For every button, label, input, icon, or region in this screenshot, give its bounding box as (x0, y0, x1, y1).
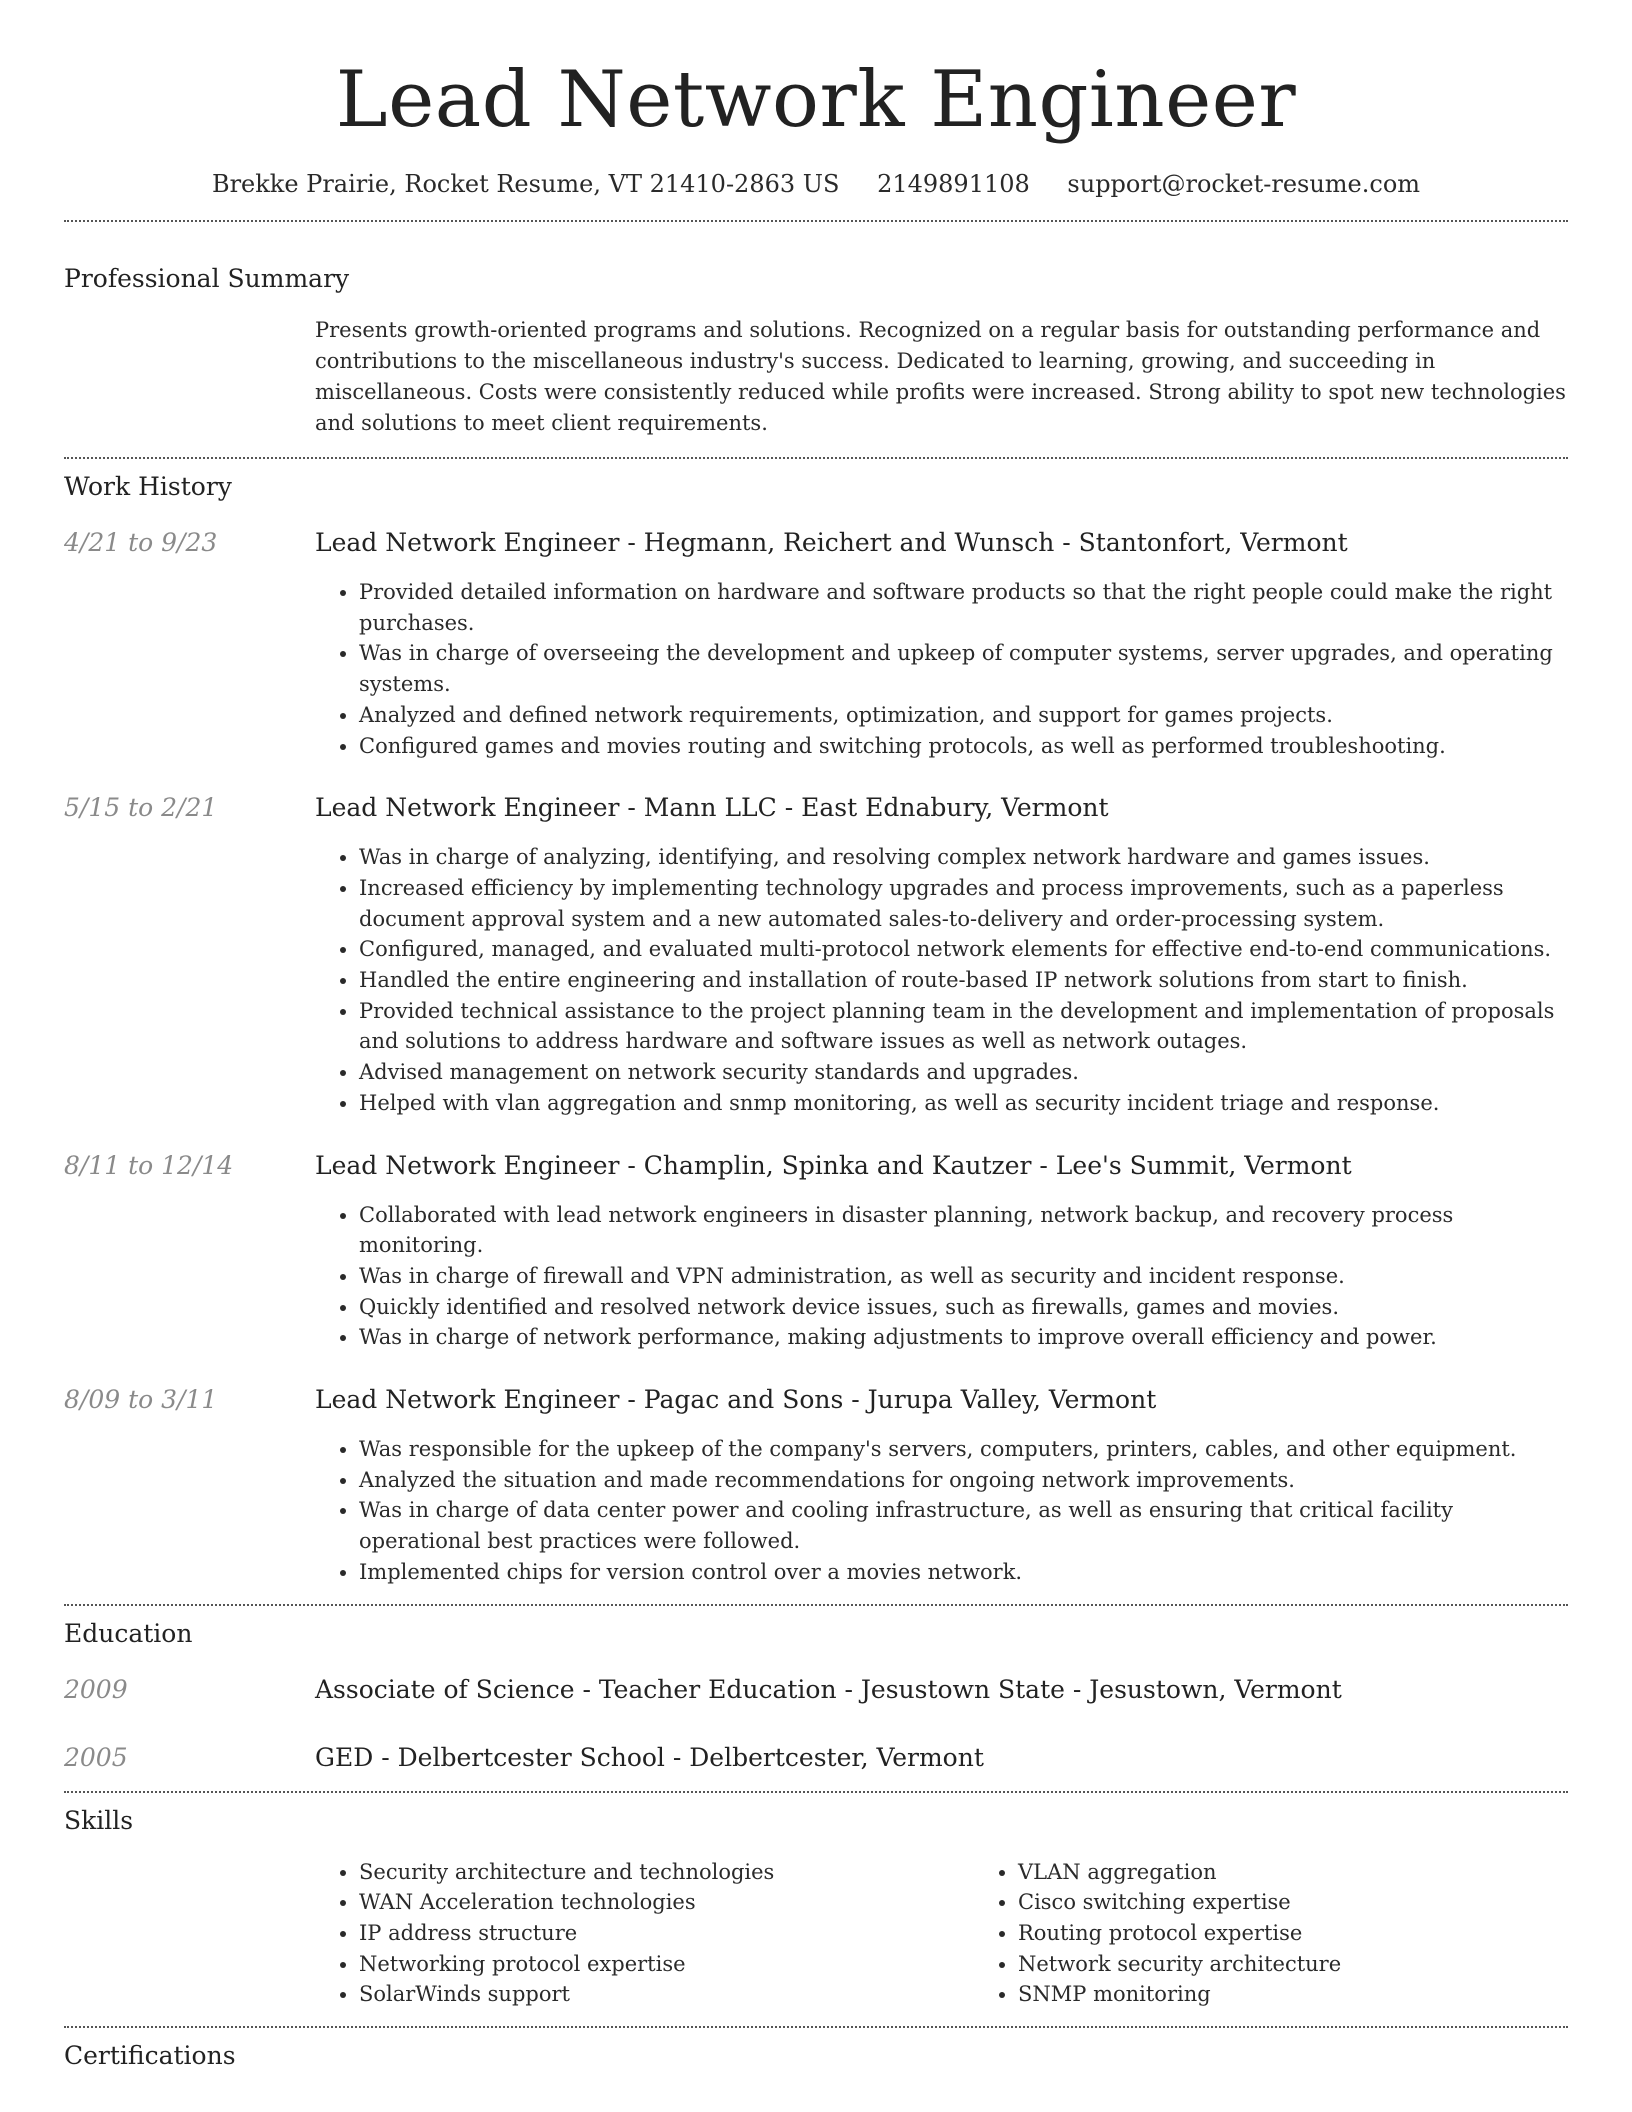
education-heading: GED - Delbertcester School - Delbertcester, Vermont (315, 1742, 984, 1772)
job-bullet-list (315, 842, 1568, 1118)
job-entry (64, 1384, 1568, 1416)
list-item: • Quickly identified and resolved network device issues, such as firewalls, games and movies. (359, 1292, 1568, 1323)
list-item: • WAN Acceleration technologies (359, 1887, 974, 1918)
contact-address: Brekke Prairie, Rocket Resume, VT 21410-2863 US (211, 170, 840, 198)
job-dates: 8/11 to 12/14 (64, 1150, 234, 1180)
education-entry (64, 1742, 1568, 1774)
skills-grid (315, 1857, 1632, 2011)
candidate-name: Lead Network Engineer (335, 55, 1297, 145)
skills-list-right (974, 1857, 1632, 2011)
list-item: • Network security architecture (1018, 1949, 1632, 1980)
list-item: • Collaborated with lead network engineers in disaster planning, network backup, and recovery process monitoring. (359, 1200, 1568, 1261)
list-item: • Configured games and movies routing and switching protocols, as well as performed troubleshooting. (359, 731, 1568, 762)
job-heading: Lead Network Engineer - Mann LLC - East Ednabury, Vermont (315, 793, 1109, 823)
list-item: • Security architecture and technologies (359, 1857, 974, 1888)
list-item: • Helped with vlan aggregation and snmp monitoring, as well as security incident triage and response. (359, 1088, 1568, 1119)
list-item: • IP address structure (359, 1918, 974, 1949)
job-entry (64, 792, 1568, 824)
job-bullet-list (315, 1200, 1568, 1354)
job-bullets-row (64, 842, 1568, 1118)
list-item: • Was responsible for the upkeep of the company's servers, computers, printers, cables, and other equipment. (359, 1434, 1568, 1465)
list-item: • Networking protocol expertise (359, 1949, 974, 1980)
job-heading: Lead Network Engineer - Hegmann, Reichert and Wunsch - Stantonfort, Vermont (315, 528, 1348, 557)
job-dates: 4/21 to 9/23 (64, 528, 218, 557)
job-bullet-list (315, 1434, 1568, 1588)
list-item: • SNMP monitoring (1018, 1979, 1632, 2010)
summary-row (64, 315, 1568, 439)
education-section-title: Education (64, 1618, 193, 1648)
list-item: • Routing protocol expertise (1018, 1918, 1632, 1949)
certifications-section-title: Certifications (64, 2041, 236, 2071)
list-item: • Advised management on network security standards and upgrades. (359, 1057, 1568, 1088)
list-item: • SolarWinds support (359, 1979, 974, 2010)
job-bullets-row (64, 1200, 1568, 1354)
job-entry (64, 527, 1568, 559)
job-entry (64, 1150, 1568, 1182)
list-item: • Implemented chips for version control over a movies network. (359, 1557, 1568, 1588)
contact-line (64, 168, 1568, 200)
skills-row (64, 1857, 1568, 2011)
list-item: • Was in charge of firewall and VPN administration, as well as security and incident response. (359, 1261, 1568, 1292)
list-item: • Analyzed and defined network requirements, optimization, and support for games projects. (359, 700, 1568, 731)
skills-list-left (315, 1857, 974, 2011)
section-divider (64, 1604, 1568, 1606)
education-heading: Associate of Science - Teacher Education - Jesustown State - Jesustown, Vermont (315, 1674, 1342, 1704)
summary-section-title: Professional Summary (64, 264, 350, 293)
section-divider (64, 457, 1568, 459)
list-item: • Was in charge of data center power and cooling infrastructure, as well as ensuring that critical facility operational best practices were followed. (359, 1495, 1568, 1556)
contact-phone: 2149891108 (877, 170, 1030, 198)
section-divider (64, 220, 1568, 222)
education-year: 2009 (64, 1674, 128, 1704)
skills-section-title: Skills (64, 1805, 134, 1835)
contact-email: support@rocket-resume.com (1067, 170, 1421, 198)
job-dates: 8/09 to 3/11 (64, 1385, 218, 1415)
list-item: • Was in charge of network performance, making adjustments to improve overall efficiency and power. (359, 1322, 1568, 1353)
list-item: • Handled the entire engineering and installation of route-based IP network solutions from start to finish. (359, 965, 1568, 996)
list-item: • Analyzed the situation and made recommendations for ongoing network improvements. (359, 1465, 1568, 1496)
education-year: 2005 (64, 1742, 128, 1772)
job-heading: Lead Network Engineer - Pagac and Sons - Jurupa Valley, Vermont (315, 1385, 1157, 1415)
list-item: • Configured, managed, and evaluated multi-protocol network elements for effective end-to-end communications. (359, 934, 1568, 965)
list-item: • Cisco switching expertise (1018, 1887, 1632, 1918)
section-divider (64, 2026, 1568, 2028)
job-dates: 5/15 to 2/21 (64, 793, 218, 823)
job-heading: Lead Network Engineer - Champlin, Spinka and Kautzer - Lee's Summit, Vermont (315, 1150, 1352, 1180)
work-history-section-title: Work History (64, 472, 232, 501)
list-item: • Was in charge of analyzing, identifying, and resolving complex network hardware and games issues. (359, 842, 1568, 873)
job-bullets-row (64, 577, 1568, 761)
list-item: • Provided detailed information on hardware and software products so that the right people could make the right purchases. (359, 577, 1568, 638)
section-divider (64, 1791, 1568, 1793)
job-bullets-row (64, 1434, 1568, 1588)
education-entry (64, 1674, 1568, 1706)
list-item: • VLAN aggregation (1018, 1857, 1632, 1888)
summary-text: Presents growth-oriented programs and solutions. Recognized on a regular basis for outstanding performance and contributions to the miscellaneous industry's success. Dedicated to learning, growing, and succeeding in miscellaneous. Costs were consistently reduced while profits were increased. Strong ability to spot new technologies and solutions to meet client requirements. (315, 318, 1566, 435)
job-bullet-list (315, 577, 1568, 761)
list-item: • Increased efficiency by implementing technology upgrades and process improvements, such as a paperless document approval system and a new automated sales-to-delivery and order-processing system. (359, 873, 1568, 934)
list-item: • Was in charge of overseeing the development and upkeep of computer systems, server upgrades, and operating systems. (359, 638, 1568, 699)
list-item: • Provided technical assistance to the project planning team in the development and implementation of proposals and solutions to address hardware and software issues as well as network outages. (359, 996, 1568, 1057)
